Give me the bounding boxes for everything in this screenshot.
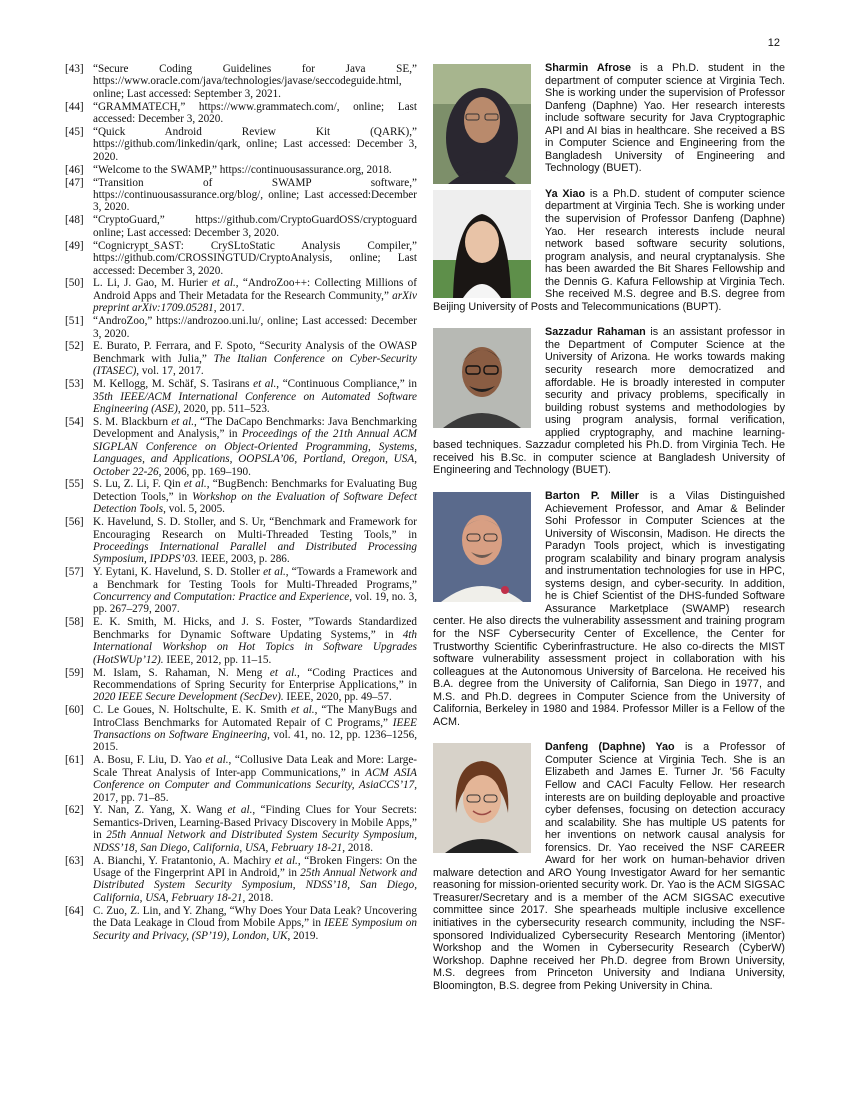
reference-text xyxy=(93,566,417,616)
reference-venue: et al. xyxy=(205,754,229,767)
reference-segment: , “The DaCapo Benchmarks: Java Benchmarking Development and Analysis,” in xyxy=(93,415,417,441)
author-bio xyxy=(433,741,785,992)
reference-segment: “Secure Coding Guidelines for Java SE,” https://www.oracle.com/java/technologies/javase/seccodeguide.html, online; Last accessed: September 3, 2021. xyxy=(93,63,417,100)
reference-segment: , “Finding Clues for Your Secrets: Semantics-Driven, Learning-Based Privacy Discovery in Mobile Apps,” in xyxy=(93,804,417,842)
reference-text xyxy=(93,164,417,176)
reference-segment: E. K. Smith, M. Hicks, and J. S. Foster, ”Towards Standardized Benchmarks for Dynamic Software Updating Systems,” in xyxy=(93,616,417,641)
reference-segment: , “Towards a Framework and a Benchmark for Testing Tools for Multi-Threaded Programs,” xyxy=(93,566,418,591)
reference-segment: , vol. 5, 2005. xyxy=(163,503,225,516)
reference-text xyxy=(93,905,417,942)
reference-venue: et al. xyxy=(171,415,195,428)
reference-text xyxy=(93,855,417,905)
reference-segment: S. Lu, Z. Li, F. Qin xyxy=(93,478,184,491)
reference-text xyxy=(93,126,417,163)
reference-number: [60] xyxy=(65,704,84,717)
reference-number: [57] xyxy=(65,566,84,579)
reference-venue: Proceedings of the 21th Annual ACM SIGPLAN Conference on Object-Oriented Programming, Systems, Languages, and Applications, OOPSLA’06, Portland, Oregon, USA, October 22-26 xyxy=(93,428,417,478)
reference-text xyxy=(93,416,417,478)
reference-item xyxy=(65,416,417,478)
author-bio-text: is a Ph.D. student in the department of computer science at Virginia Tech. She is working under the supervision of Professor Danfeng (Daphne) Yao. Her research interests include software security for Java Cryptographic API and AI bias in healthcare. She received a BS in Computer Science and Engineering from the Bangladesh University of Engineering and Technology (BUET). xyxy=(545,62,786,175)
reference-number: [50] xyxy=(65,277,84,290)
reference-number: [63] xyxy=(65,854,84,867)
reference-venue: et al. xyxy=(211,277,236,290)
reference-venue: et al. xyxy=(253,378,277,391)
reference-item xyxy=(65,240,417,277)
reference-segment: , “Continuous Compliance,” in xyxy=(276,378,417,391)
reference-item xyxy=(65,804,417,854)
reference-item xyxy=(65,905,417,942)
reference-segment: M. Islam, S. Rahaman, N. Meng xyxy=(93,666,270,679)
reference-segment: , “The ManyBugs and IntroClass Benchmarks for Automated Repair of C Programs,” xyxy=(93,704,417,729)
reference-segment: , “Collusive Data Leak and More: Large-Scale Threat Analysis of Inter-app Communications,” in xyxy=(93,754,418,779)
reference-item xyxy=(65,126,417,163)
reference-text xyxy=(93,754,417,804)
reference-segment: S. M. Blackburn xyxy=(93,415,172,428)
reference-text xyxy=(93,214,417,239)
author-photo xyxy=(433,743,531,853)
reference-venue: 4th International Workshop on Hot Topics in Software Upgrades (HotSWUp’12). xyxy=(93,628,417,666)
reference-segment: , 2017. xyxy=(213,302,245,315)
reference-item xyxy=(65,478,417,515)
reference-text xyxy=(93,667,417,704)
reference-segment: A. Bosu, F. Liu, D. Yao xyxy=(93,754,206,767)
reference-text xyxy=(93,277,417,314)
reference-text xyxy=(93,240,417,277)
reference-number: [49] xyxy=(65,239,84,252)
reference-segment: IEEE, 2020, pp. 49–57. xyxy=(283,691,392,704)
reference-venue: et al. xyxy=(274,854,298,867)
reference-venue: arXiv preprint arXiv:1709.05281 xyxy=(93,289,417,315)
reference-item xyxy=(65,340,417,377)
reference-segment: , “Broken Fingers: On the Usage of the Fingerprint API in Android,” in xyxy=(93,854,417,879)
reference-item xyxy=(65,704,417,754)
reference-text xyxy=(93,804,417,854)
reference-segment: “Transition of SWAMP software,” https://continuousassurance.org/blog/, online; Last accessed:December 3, 2020. xyxy=(93,176,417,214)
page-number: 12 xyxy=(767,37,780,49)
author-photo xyxy=(433,64,531,184)
author-name: Danfeng (Daphne) Yao xyxy=(545,741,675,754)
reference-number: [54] xyxy=(65,415,84,428)
reference-venue: et al. xyxy=(290,704,315,717)
reference-venue: Concurrency and Computation: Practice and Experience xyxy=(93,591,350,604)
reference-text xyxy=(93,616,417,666)
reference-segment: , 2006, pp. 169–190. xyxy=(158,465,251,478)
reference-venue: et al. xyxy=(183,478,207,491)
reference-number: [55] xyxy=(65,478,84,491)
author-biographies xyxy=(433,62,785,992)
reference-segment: , “AndroZoo++: Collecting Millions of Android Apps and Their Metadata for the Research Community,” xyxy=(93,277,417,302)
reference-item xyxy=(65,63,417,100)
reference-venue: Proceedings International Parallel and Distributed Processing Symposium, IPDPS’03. xyxy=(93,540,417,566)
reference-segment: , “BugBench: Benchmarks for Evaluating Bug Detection Tools,” in xyxy=(93,478,417,503)
author-bio xyxy=(433,490,785,728)
author-photo xyxy=(433,328,531,428)
author-photo xyxy=(433,190,531,298)
reference-segment: , 2019. xyxy=(287,929,319,942)
reference-venue: 2020 IEEE Secure Development (SecDev). xyxy=(93,691,284,704)
author-name: Sharmin Afrose xyxy=(545,62,632,74)
reference-item xyxy=(65,516,417,566)
reference-item xyxy=(65,378,417,415)
reference-item xyxy=(65,616,417,666)
reference-segment: “AndroZoo,” https://androzoo.uni.lu/, online; Last accessed: December 3, 2020. xyxy=(93,315,417,340)
author-name: Ya Xiao xyxy=(545,187,586,200)
reference-segment: M. Kellogg, M. Schäf, S. Tasirans xyxy=(93,378,254,391)
author-name: Sazzadur Rahaman xyxy=(545,326,646,339)
reference-segment: Y. Eytani, K. Havelund, S. D. Stoller xyxy=(93,566,264,579)
reference-venue: 35th IEEE/ACM International Conference on Automated Software Engineering (ASE) xyxy=(93,390,417,415)
reference-segment: , 2018. xyxy=(342,841,373,854)
reference-segment: C. Le Goues, N. Holtschulte, E. K. Smith xyxy=(93,704,291,717)
reference-segment: , vol. 17, 2017. xyxy=(136,365,204,378)
reference-segment: “CryptoGuard,” https://github.com/CryptoGuardOSS/cryptoguard online; Last accessed: December 3, 2020. xyxy=(93,214,417,239)
reference-segment: A. Bianchi, Y. Fratantonio, A. Machiry xyxy=(93,854,275,867)
reference-item xyxy=(65,101,417,126)
reference-text xyxy=(93,478,417,515)
reference-venue: ACM ASIA Conference on Computer and Communications Security, AsiaCCS’17 xyxy=(93,766,417,792)
reference-number: [52] xyxy=(65,340,84,353)
author-bio xyxy=(433,326,785,477)
reference-text xyxy=(93,340,417,377)
author-bio-text: is a Vilas Distinguished Achievement Professor, and Amar & Belinder Sohi Professor in Computer Sciences at the University of Wisconsin, Madison. He directs the Paradyn Tools project, which is investigating program scalability and binary program analysis and instrumentation technologies for use in HPC, systems design, and cyber-security. In addition, he is Chief Scientist of the DHS-funded Software Assurance Marketplace (SWAMP) research center. He also directs the vulnerability assessment and training program for the NSF Cybersecurity Center of Excellence, the Center for Trustworthy Scientific Cyberinfrastructure. He also co-directs the MIST software vulnerability assessment project in collaboration with his colleagues at the Autonomous University of Barcelona. He received his B.A. degree from the University of California, San Diego in 1977, and M.S. and Ph.D. degrees in Computer Science from the University of California, Berkeley in 1980 and 1984. Professor Miller is a Fellow of the ACM. xyxy=(433,489,785,728)
reference-segment: “Quick Android Review Kit (QARK),” https://github.com/linkedin/qark, online; Last accessed: December 3, 2020. xyxy=(93,126,417,163)
reference-number: [61] xyxy=(65,754,84,767)
reference-segment: C. Zuo, Z. Lin, and Y. Zhang, “Why Does Your Data Leak? Uncovering the Data Leakage in Cloud from Mobile Apps,” in xyxy=(93,904,417,930)
reference-number: [64] xyxy=(65,904,84,917)
reference-segment: IEEE, 2003, p. 286. xyxy=(198,553,290,566)
reference-venue: 25th Annual Network and Distributed System Security Symposium, NDSS’18, San Diego, California, USA, February 18-21 xyxy=(93,867,418,904)
reference-segment: , 2017, pp. 71–85. xyxy=(93,779,417,804)
reference-number: [46] xyxy=(65,163,84,176)
reference-item xyxy=(65,277,417,314)
author-bio-text: is a Ph.D. student of computer science department at Virginia Tech. She is working under the supervision of Professor Danfeng (Daphne) Yao. Her research interests include neural network based software security solutions, program analysis, and neural cryptanalysis. She has been awarded the Bit Shares Fellowship and the Dennis G. Kafura Fellowship at Virginia Tech. She received M.S. degree and B.S. degree from Beijing University of Posts and Telecommunications (BUPT). xyxy=(433,187,785,313)
reference-item xyxy=(65,315,417,340)
reference-segment: “Welcome to the SWAMP,” https://continuousassurance.org, 2018. xyxy=(93,163,392,176)
reference-venue: Workshop on the Evaluation of Software Defect Detection Tools xyxy=(93,490,418,516)
reference-text xyxy=(93,101,417,126)
reference-text xyxy=(93,378,417,415)
reference-item xyxy=(65,214,417,239)
reference-number: [56] xyxy=(65,516,84,529)
reference-number: [43] xyxy=(65,63,84,75)
reference-segment: Y. Nan, Z. Yang, X. Wang xyxy=(93,804,228,817)
reference-venue: The Italian Conference on Cyber-Security (ITASEC) xyxy=(93,352,417,378)
author-bio xyxy=(433,62,785,175)
reference-text xyxy=(93,704,417,754)
reference-segment: E. Burato, P. Ferrara, and F. Spoto, “Security Analysis of the OWASP Benchmark with Julia,” xyxy=(93,340,417,365)
reference-venue: et al. xyxy=(227,804,253,817)
reference-venue: IEEE Symposium on Security and Privacy, (SP’19), London, UK xyxy=(93,917,417,942)
references-list xyxy=(65,63,417,942)
reference-number: [51] xyxy=(65,315,84,328)
reference-text xyxy=(93,63,417,100)
reference-number: [45] xyxy=(65,126,84,139)
reference-venue: 25th Annual Network and Distributed System Security Symposium, NDSS’18, San Diego, California, USA, February 18-21 xyxy=(93,829,417,854)
reference-item xyxy=(65,667,417,704)
reference-segment: L. Li, J. Gao, M. Hurier xyxy=(93,277,212,290)
reference-venue: IEEE Transactions on Software Engineering xyxy=(93,716,417,742)
reference-venue: et al. xyxy=(269,666,298,679)
reference-segment: , vol. 19, no. 3, pp. 267–279, 2007. xyxy=(93,591,417,616)
author-photo xyxy=(433,492,531,602)
reference-number: [48] xyxy=(65,214,84,227)
reference-number: [44] xyxy=(65,100,84,113)
author-bio-text: is a Professor of Computer Science at Virginia Tech. She is an Elizabeth and James E. Turner Jr. ’56 Faculty Fellow and CACI Faculty Fellow. Her research interests are on building deployable and proactive cyber defenses, focusing on detection accuracy and scalability. She has multiple US patents for her inventions on network causal analysis for forensics. Dr. Yao received the NSF CAREER Award for her work on human-behavior driven malware detection and ARO Young Investigator Award for her semantic reasoning for mission-oriented security work. Dr. Yao is the ACM SIGSAC Treasurer/Secretary and is a member of the ACM SIGSAC executive committee since 2017. She spearheads multiple inclusive excellence initiatives in the cybersecurity research community, including the NSF-sponsored Individualized Cybersecurity Research Mentoring (iMentor) Workshop and the Women in Cybersecurity Research (CyberW) Workshop. Daphne received her Ph.D. degree from Brown University, M.S. degrees from Princeton University and Indiana University, Bloomington, B.S. degree from Peking University in China. xyxy=(433,741,785,992)
reference-number: [59] xyxy=(65,666,84,679)
reference-segment: , 2020, pp. 511–523. xyxy=(177,402,270,415)
reference-item xyxy=(65,855,417,905)
reference-item xyxy=(65,164,417,176)
reference-segment: IEEE, 2012, pp. 11–15. xyxy=(163,653,272,666)
reference-segment: “GRAMMATECH,” https://www.grammatech.com/, online; Last accessed: December 3, 2020. xyxy=(93,100,417,126)
reference-number: [62] xyxy=(65,804,84,817)
reference-number: [58] xyxy=(65,616,84,629)
reference-segment: K. Havelund, S. D. Stoller, and S. Ur, “Benchmark and Framework for Encouraging Research on Multi-Threaded Testing Tools,” in xyxy=(93,516,417,541)
reference-text xyxy=(93,177,417,214)
reference-item xyxy=(65,566,417,616)
reference-segment: “Cognicrypt_SAST: CrySLtoStatic Analysis Compiler,” https://github.com/CROSSINGTUD/CryptoAnalysis, online; Last accessed: December 3, 2020. xyxy=(93,239,417,277)
author-bio-text: is an assistant professor in the Department of Computer Science at the University of Arizona. He works towards making security research more democratized and affordable. He is broadly interested in computer security and privacy problems, specifically in building robust systems and methodologies by using program analysis, formal verification, applied cryptography, and machine learning-based techniques. Sazzadur completed his Ph.D. from Virginia Tech. He received his B.Sc. in computer science at Bangladesh University of Engineering and Technology (BUET). xyxy=(433,326,785,477)
reference-text xyxy=(93,315,417,340)
reference-number: [47] xyxy=(65,176,84,189)
reference-number: [53] xyxy=(65,378,84,391)
reference-venue: et al. xyxy=(263,566,286,579)
reference-item xyxy=(65,177,417,214)
reference-item xyxy=(65,754,417,804)
author-bio xyxy=(433,188,785,313)
reference-segment: , 2018. xyxy=(242,891,274,904)
reference-text xyxy=(93,516,417,566)
reference-segment: , vol. 41, no. 12, pp. 1236–1256, 2015. xyxy=(93,729,417,754)
reference-segment: , “Coding Practices and Recommendations of Spring Security for Enterprise Applications,” in xyxy=(93,666,418,691)
author-name: Barton P. Miller xyxy=(545,489,639,502)
